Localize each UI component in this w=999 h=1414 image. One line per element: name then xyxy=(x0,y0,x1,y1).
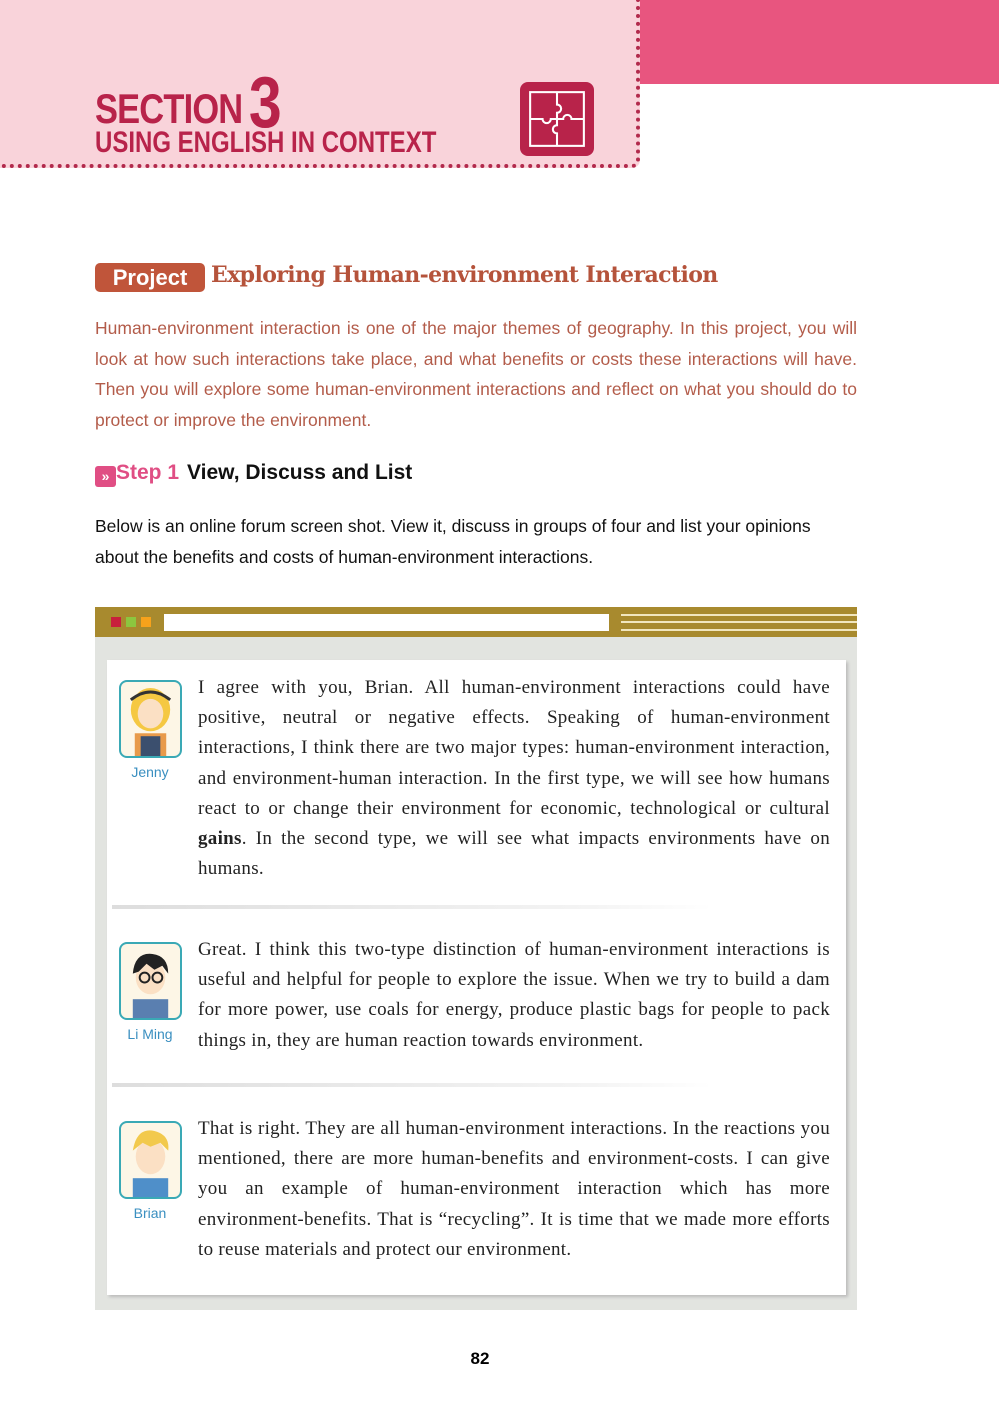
post-bold-word: gains xyxy=(198,828,242,850)
step-number: Step 1 xyxy=(116,461,180,484)
step-description: Below is an online forum screen shot. View it, discuss in groups of four and list your opinions about the benefits and costs of human-environment interactions. xyxy=(95,516,811,567)
section-subtitle: USING ENGLISH IN CONTEXT xyxy=(95,126,437,159)
step-title: View, Discuss and List xyxy=(187,461,413,484)
step-heading xyxy=(95,461,412,487)
post-divider xyxy=(112,1083,712,1087)
address-bar xyxy=(164,614,609,631)
post-text-part: . In the second type, we will see what impacts environments have on humans. xyxy=(198,828,830,880)
project-title: Exploring Human-environment Interaction xyxy=(211,262,718,288)
double-chevron-icon: » xyxy=(95,466,116,487)
window-dot-orange xyxy=(141,617,151,627)
post-text: That is right. They are all human-environment interactions. In the reactions you mentioned, there are more human-benefits and environment-costs. I can give you an example of human-environment interaction which has more environment-benefits. That is “recycling”. It is time that we made more efforts to reuse materials and protect our environment. xyxy=(198,1118,830,1260)
avatar-brian xyxy=(119,1121,182,1199)
window-dot-green xyxy=(126,617,136,627)
page-number: 82 xyxy=(470,1349,490,1368)
browser-bar xyxy=(95,607,857,637)
author-name: Jenny xyxy=(131,764,169,780)
decorative-bar xyxy=(640,0,999,84)
section-word: SECTION xyxy=(95,85,243,132)
author-name: Brian xyxy=(133,1205,167,1221)
avatar-li-ming xyxy=(119,942,182,1020)
project-badge: Project xyxy=(95,263,205,292)
post-divider xyxy=(112,905,712,909)
project-intro: Human-environment interaction is one of the major themes of geography. In this project, you will look at how such interactions take place, and what benefits or costs these interactions will have. Then you will explore some human-environment interactions and reflect on what you should do to protect or improve the environment. xyxy=(95,318,857,430)
puzzle-icon xyxy=(520,82,594,156)
author-name: Li Ming xyxy=(127,1026,173,1042)
forum-thread xyxy=(107,660,846,1295)
window-dot-red xyxy=(111,617,121,627)
post-text-part: I agree with you, Brian. All human-environment interactions could have positive, neutral or negative effects. Speaking of human-environment interactions, I think there are two major types: human-environment interaction, and environment-human interaction. In the first type, we will see how humans react to or change their environment for economic, technological or cultural xyxy=(198,677,830,819)
section-number: 3 xyxy=(248,63,282,143)
forum-screenshot xyxy=(95,607,857,1310)
post-text: Great. I think this two-type distinction of human-environment interactions is useful and helpful for people to explore the issue. When we try to build a dam for more power, use coals for energy, produce plastic bags for people to pack things in, they are human reaction towards environment. xyxy=(198,939,830,1051)
avatar-jenny xyxy=(119,680,182,758)
post-text xyxy=(198,673,830,884)
menu-lines-icon xyxy=(621,614,857,631)
